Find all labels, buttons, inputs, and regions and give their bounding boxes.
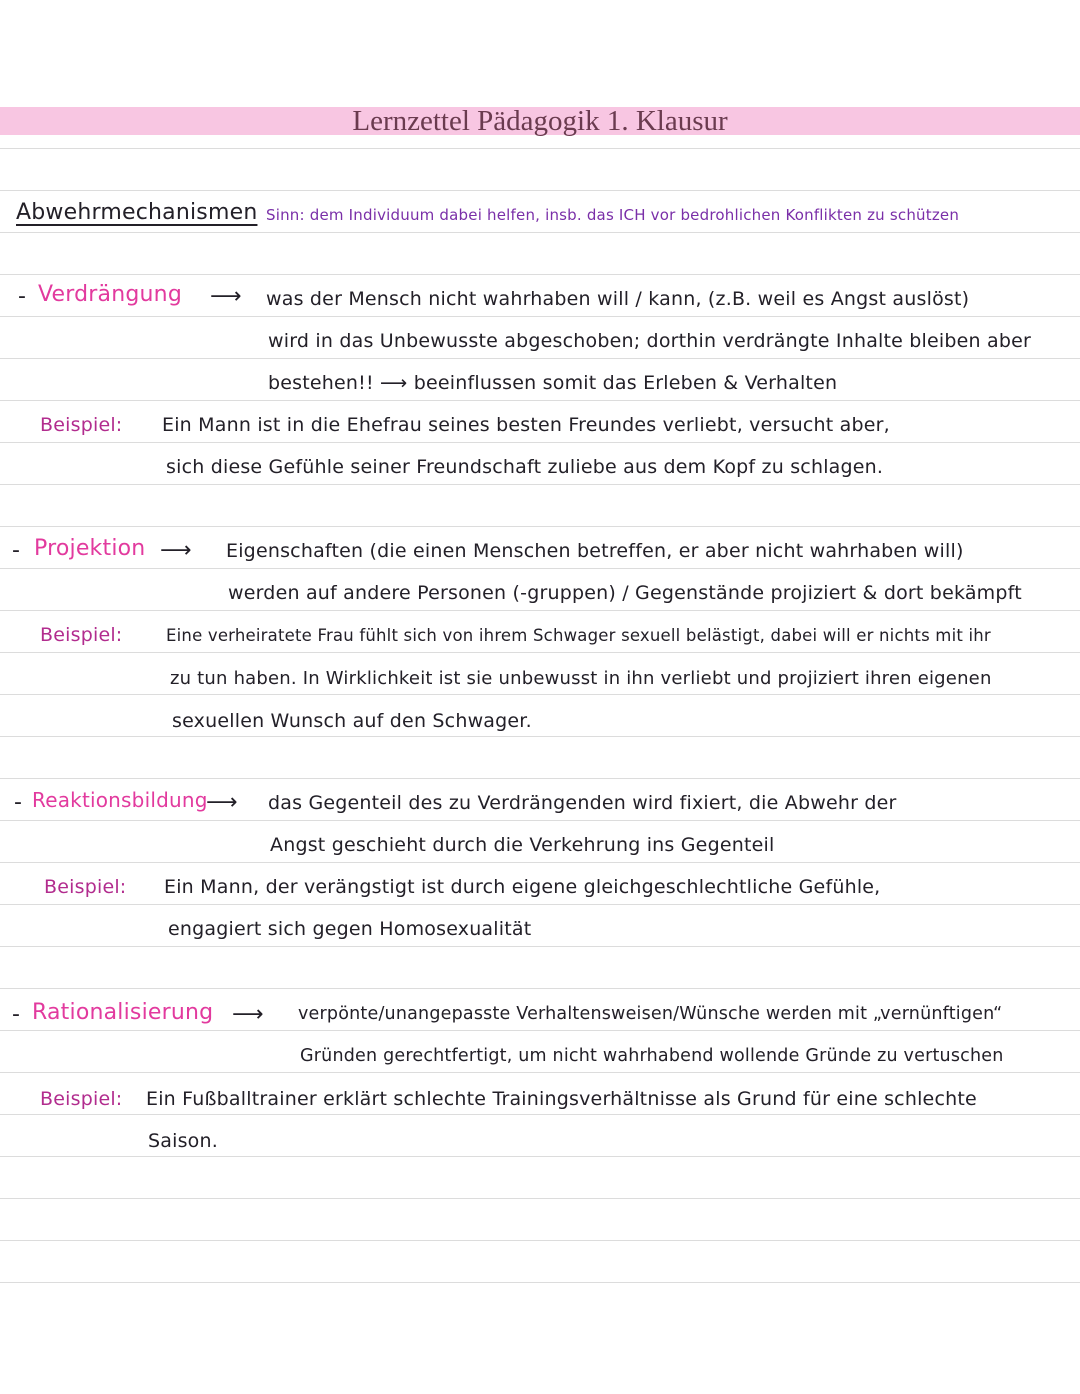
- example-label: Beispiel:: [44, 876, 127, 898]
- example-label: Beispiel:: [40, 1088, 123, 1110]
- definition-line: das Gegenteil des zu Verdrängenden wird fixiert, die Abwehr der: [268, 792, 897, 814]
- definition-line: Eigenschaften (die einen Menschen betreffen, er aber nicht wahrhaben will): [226, 540, 964, 562]
- arrow-icon: ⟶: [232, 1002, 264, 1027]
- bullet-dash: -: [14, 790, 23, 815]
- definition-line: was der Mensch nicht wahrhaben will / kann, (z.B. weil es Angst auslöst): [266, 288, 970, 310]
- example-line: Ein Mann, der verängstigt ist durch eigene gleichgeschlechtliche Gefühle,: [164, 876, 881, 898]
- page-title: Lernzettel Pädagogik 1. Klausur: [352, 105, 728, 137]
- bullet-dash: -: [12, 538, 21, 563]
- definition-line: bestehen!! ⟶ beeinflussen somit das Erleben & Verhalten: [268, 372, 838, 394]
- example-line: zu tun haben. In Wirklichkeit ist sie unbewusst in ihn verliebt und projiziert ihren eigenen: [170, 668, 992, 689]
- example-line: Ein Fußballtrainer erklärt schlechte Trainingsverhältnisse als Grund für eine schlechte: [146, 1088, 977, 1110]
- definition-line: verpönte/unangepasste Verhaltensweisen/Wünsche werden mit „vernünftigen“: [298, 1004, 1003, 1024]
- term-label: Projektion: [34, 536, 146, 561]
- example-line: sich diese Gefühle seiner Freundschaft zuliebe aus dem Kopf zu schlagen.: [166, 456, 884, 478]
- example-line: Eine verheiratete Frau fühlt sich von ihrem Schwager sexuell belästigt, dabei will er nichts mit ihr: [166, 626, 991, 645]
- definition-line: werden auf andere Personen (-gruppen) / Gegenstände projiziert & dort bekämpft: [228, 582, 1022, 604]
- term-label: Verdrängung: [38, 282, 182, 307]
- bullet-dash: -: [12, 1002, 21, 1027]
- section-heading: Abwehrmechanismen: [16, 200, 258, 225]
- example-line: sexuellen Wunsch auf den Schwager.: [172, 710, 532, 732]
- bullet-dash: -: [18, 284, 27, 309]
- term-label: Reaktionsbildung: [32, 788, 208, 812]
- example-line: engagiert sich gegen Homosexualität: [168, 918, 532, 940]
- term-label: Rationalisierung: [32, 1000, 214, 1025]
- example-line: Saison.: [148, 1130, 218, 1152]
- arrow-icon: ⟶: [210, 284, 242, 309]
- arrow-icon: ⟶: [160, 538, 192, 563]
- example-label: Beispiel:: [40, 414, 123, 436]
- definition-line: Angst geschieht durch die Verkehrung ins Gegenteil: [270, 834, 775, 856]
- heading-purpose: Sinn: dem Individuum dabei helfen, insb. das ICH vor bedrohlichen Konflikten zu schützen: [266, 206, 960, 224]
- definition-line: Gründen gerechtfertigt, um nicht wahrhabend wollende Gründe zu vertuschen: [300, 1046, 1004, 1066]
- example-line: Ein Mann ist in die Ehefrau seines besten Freundes verliebt, versucht aber,: [162, 414, 890, 436]
- definition-line: wird in das Unbewusste abgeschoben; dorthin verdrängte Inhalte bleiben aber: [268, 330, 1032, 352]
- example-label: Beispiel:: [40, 624, 123, 646]
- arrow-icon: ⟶: [206, 790, 238, 815]
